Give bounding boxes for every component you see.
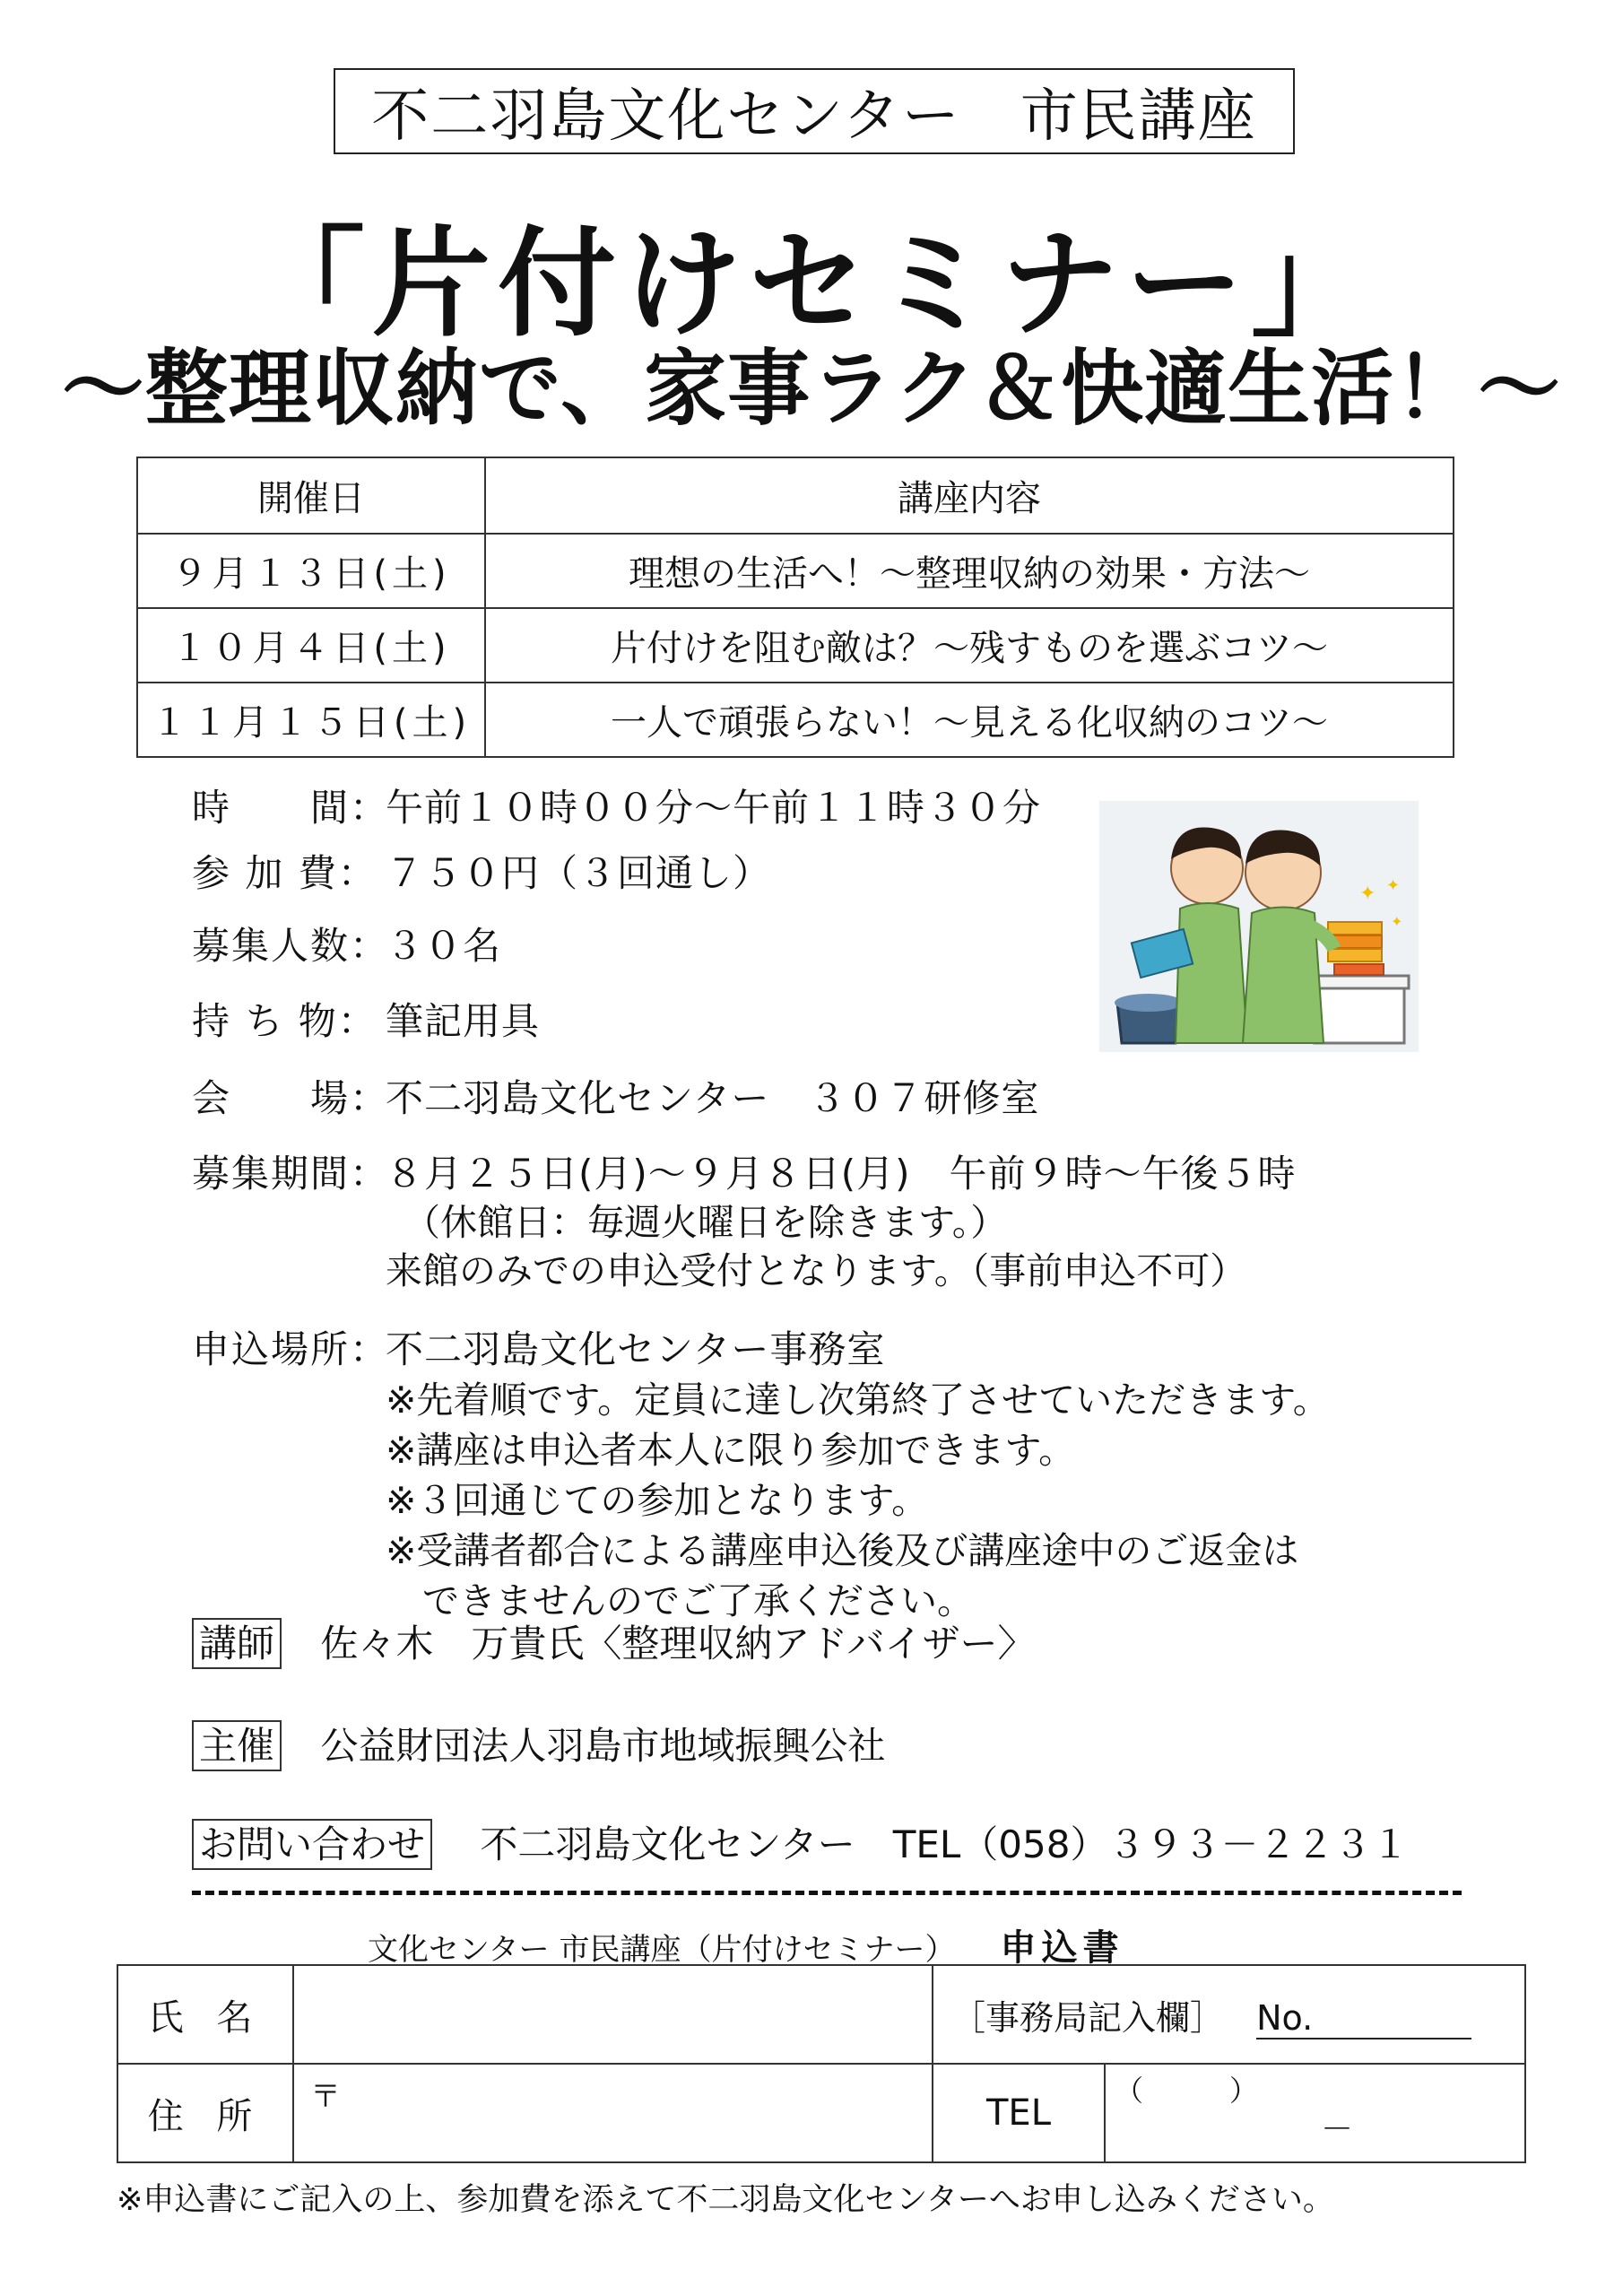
contact-label: お問い合わせ <box>192 1819 432 1870</box>
form-title <box>368 1919 1124 1970</box>
table-row <box>137 534 1454 608</box>
form-title-text: 文化センター 市民講座（片付けセミナー） <box>368 1932 956 1968</box>
schedule-content: 理想の生活へ！～整理収納の効果・方法～ <box>485 534 1454 608</box>
period-note: 来館のみでの申込受付となります。（事前申込不可） <box>386 1249 1247 1292</box>
schedule-content: 一人で頑張らない！～見える化収納のコツ～ <box>485 683 1454 757</box>
place-note: ※講座は申込者本人に限り参加できます。 <box>386 1429 1076 1472</box>
schedule-content: 片付けを阻む敵は？～残すものを選ぶコツ～ <box>485 608 1454 683</box>
address-field[interactable] <box>293 2064 933 2162</box>
organizer-label: 主催 <box>192 1720 282 1771</box>
items-label: 持 ち 物： <box>192 999 378 1043</box>
tel-field[interactable] <box>1105 2064 1525 2162</box>
name-label: 氏 名 <box>117 1965 293 2064</box>
table-row <box>137 608 1454 683</box>
schedule-header-content: 講座内容 <box>485 457 1454 534</box>
header-box <box>334 68 1295 154</box>
place-note: ※３回通じての参加となります。 <box>386 1479 929 1522</box>
fee-value: ７５０円（３回通し） <box>386 851 772 895</box>
instructor-value: 佐々木 万貴氏〈整理収納アドバイザー〉 <box>320 1622 1036 1665</box>
sub-title: ～整理収納で、家事ラク＆快適生活！～ <box>61 341 1562 437</box>
place-note: できませんのでご了承ください。 <box>386 1579 974 1622</box>
period-note: （休館日：毎週火曜日を除きます。） <box>404 1201 1008 1244</box>
place-label: 申込場所： <box>192 1327 390 1371</box>
schedule-date: １０月４日(土) <box>137 608 485 683</box>
people-illustration <box>1099 801 1419 1052</box>
place-value: 不二羽島文化センター事務室 <box>386 1327 886 1371</box>
svg-text:✦: ✦ <box>1359 883 1376 905</box>
place-note: ※受講者都合による講座申込後及び講座途中のご返金は <box>386 1529 1299 1572</box>
main-title: 「片付けセミナー」 <box>247 214 1376 353</box>
time-value: 午前１０時００分～午前１１時３０分 <box>386 786 1042 830</box>
svg-text:✦: ✦ <box>1386 876 1401 895</box>
tel-paren: （ ） <box>1115 2074 1259 2108</box>
capacity-value: ３０名 <box>386 924 502 968</box>
footnote: ※申込書にご記入の上、参加費を添えて不二羽島文化センターへお申し込みください。 <box>117 2182 1334 2218</box>
contact-row <box>192 1815 1409 1869</box>
cut-line <box>192 1891 1462 1895</box>
form-title-emph: 申込書 <box>1000 1927 1124 1969</box>
schedule-table <box>136 457 1454 758</box>
items-value: 筆記用具 <box>386 999 541 1043</box>
instructor-row <box>192 1614 1036 1668</box>
venue-label: 会 場： <box>192 1076 390 1120</box>
address-label: 住 所 <box>117 2064 293 2162</box>
organizer-row <box>192 1717 885 1770</box>
no-label: No. <box>1256 1998 1471 2039</box>
application-form <box>117 1964 1526 2163</box>
venue-value: 不二羽島文化センター ３０７研修室 <box>386 1076 1040 1120</box>
header-text: 不二羽島文化センター 市民講座 <box>371 83 1257 150</box>
contact-value: 不二羽島文化センター TEL（058）３９３－２２３１ <box>480 1822 1410 1866</box>
name-field[interactable] <box>293 1965 933 2064</box>
period-label: 募集期間： <box>192 1152 390 1196</box>
schedule-date: １１月１５日(土) <box>137 683 485 757</box>
organizing-illustration <box>1099 801 1419 1052</box>
capacity-label: 募集人数： <box>192 924 390 968</box>
table-row <box>137 683 1454 757</box>
svg-text:✦: ✦ <box>1391 913 1403 930</box>
time-label: 時 間： <box>192 786 390 830</box>
schedule-date: ９月１３日(土) <box>137 534 485 608</box>
postal-mark: 〒 <box>310 2079 341 2115</box>
tel-dash: － <box>1321 2111 1354 2148</box>
instructor-label: 講師 <box>192 1618 282 1669</box>
office-use-cell <box>933 1965 1525 2064</box>
place-note: ※先着順です。定員に達し次第終了させていただきます。 <box>386 1378 1330 1422</box>
tel-label: TEL <box>933 2064 1105 2162</box>
organizer-value: 公益財団法人羽島市地域振興公社 <box>320 1724 886 1768</box>
period-value: ８月２５日(月)～９月８日(月) 午前９時～午後５時 <box>386 1152 1297 1196</box>
schedule-header-date: 開催日 <box>137 457 485 534</box>
fee-label: 参 加 費： <box>192 851 378 895</box>
office-label: ［事務局記入欄］ <box>951 1997 1225 2038</box>
